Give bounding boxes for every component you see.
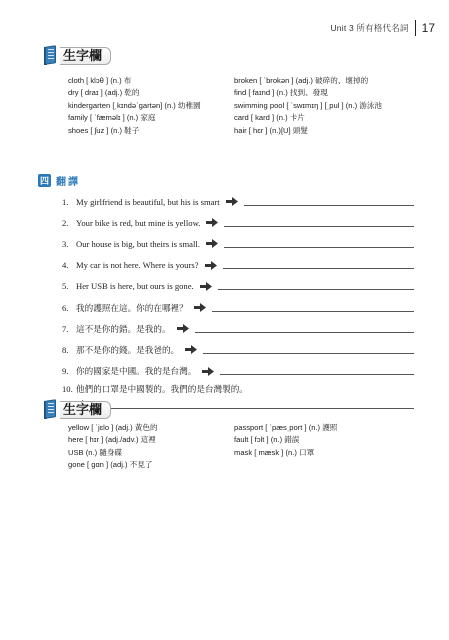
page-header [330, 18, 435, 38]
vocab-entry: family [ ˋfæməlɪ ] (n.) 家庭 [68, 113, 156, 123]
vocab-list-2 [68, 422, 394, 472]
book-icon [44, 400, 58, 420]
exercise-number: 10. [62, 384, 73, 395]
arrow-right-icon [226, 197, 238, 206]
exercise-prompt: My girlfriend is beautiful, but his is smart [76, 196, 220, 207]
answer-line[interactable] [220, 374, 414, 375]
vocab-entry: USB (n.) 隨身碟 [68, 447, 123, 457]
vocab-entry [234, 459, 394, 471]
vocab-entry: card [ kard ] (n.) 卡片 [234, 113, 305, 123]
exercise-prompt: 那不是你的錢。是我爸的。 [76, 344, 180, 355]
arrow-right-icon [202, 367, 214, 376]
section-title: 翻譯 [56, 177, 80, 188]
vocab-entry: gone [ gɑn ] (adj.) 不見了 [68, 460, 153, 470]
section-badge: 四 [38, 174, 51, 187]
arrow-right-icon [194, 303, 206, 312]
page-number: 17 [421, 21, 435, 35]
exercise-row [62, 233, 414, 254]
vocab-entry: hair [ hɛr ] (n.)[U] 頭髮 [234, 125, 308, 135]
arrow-right-icon [205, 261, 217, 270]
section-heading [38, 173, 80, 188]
answer-line[interactable] [195, 332, 414, 333]
unit-title: Unit 3 所有格代名詞 [330, 23, 409, 33]
exercise-number: 8. [62, 344, 69, 355]
vocab-entry: kindergarten [ˌkɪndəˋgartən] (n.) 幼稚園 [68, 100, 201, 110]
vocab-title: 生字欄 [60, 47, 111, 65]
exercise-list [62, 191, 414, 413]
exercise-prompt: 你的國家是中國。我的是台灣。 [76, 366, 197, 377]
arrow-right-icon [200, 282, 212, 291]
vocab-entry: mask [ mæsk ] (n.) 口罩 [234, 447, 315, 457]
exercise-number: 1. [62, 196, 69, 207]
exercise-number: 4. [62, 260, 69, 271]
vocab-heading-2 [44, 400, 111, 420]
exercise-prompt: 我的護照在這。你的在哪裡？ [76, 302, 188, 313]
arrow-right-icon [206, 239, 218, 248]
book-icon [44, 46, 58, 66]
arrow-right-icon [177, 324, 189, 333]
header-divider [415, 20, 416, 36]
arrow-right-icon [185, 345, 197, 354]
exercise-row [62, 382, 414, 397]
exercise-row [62, 191, 414, 212]
answer-line[interactable] [212, 311, 414, 312]
vocab-list-1 [68, 75, 394, 137]
exercise-number: 6. [62, 302, 69, 313]
exercise-prompt: Your bike is red, but mine is yellow. [76, 217, 201, 228]
vocab-title: 生字欄 [60, 401, 111, 419]
exercise-number: 9. [62, 366, 69, 377]
answer-line[interactable] [223, 268, 414, 269]
exercise-prompt: 他們的口罩是中國製的。我們的是台灣製的。 [76, 384, 248, 395]
vocab-entry: dry [ draɪ ] (adj.) 乾的 [68, 88, 140, 98]
answer-line[interactable] [224, 226, 414, 227]
vocab-entry: broken [ ˋbrokən ] (adj.) 破碎的、壞掉的 [234, 76, 369, 85]
exercise-row [62, 276, 414, 297]
vocab-entry: shoes [ ʃuz ] (n.) 鞋子 [68, 125, 140, 135]
answer-line[interactable] [94, 408, 414, 409]
answer-line[interactable] [244, 205, 414, 206]
vocab-entry: yellow [ ˋjɛlo ] (adj.) 黃色的 [68, 423, 158, 432]
exercise-prompt: Our house is big, but theirs is small. [76, 238, 200, 249]
vocab-entry: find [ faɪnd ] (n.) 找到、發現 [234, 88, 328, 98]
answer-line[interactable] [203, 353, 414, 354]
exercise-prompt: Her USB is here, but ours is gone. [76, 281, 194, 292]
exercise-prompt: My car is not here. Where is yours? [76, 260, 199, 271]
exercise-number: 3. [62, 238, 69, 249]
vocab-entry: fault [ fɔlt ] (n.) 錯誤 [234, 435, 300, 445]
vocab-entry: passport [ ˋpæsˌport ] (n.) 護照 [234, 423, 338, 432]
exercise-row [62, 297, 414, 318]
exercise-number: 5. [62, 281, 69, 292]
vocab-entry: cloth [ klɔθ ] (n.) 布 [68, 76, 132, 85]
answer-line[interactable] [218, 289, 414, 290]
arrow-right-icon [206, 218, 218, 227]
exercise-number: 2. [62, 217, 69, 228]
exercise-row [62, 212, 414, 233]
vocab-heading-1 [44, 46, 111, 66]
exercise-number: 7. [62, 323, 69, 334]
exercise-row-continuation [62, 397, 414, 413]
answer-line[interactable] [224, 247, 414, 248]
exercise-row [62, 339, 414, 360]
vocab-entry: swimming pool [ ˋswɪmɪŋ ] [ˌpul ] (n.) 游泳池 [234, 100, 383, 110]
exercise-row [62, 318, 414, 339]
vocab-entry: here [ hɪr ] (adj./adv.) 這裡 [68, 435, 156, 445]
exercise-row [62, 361, 414, 382]
exercise-prompt: 這不是你的錯。是我的。 [76, 323, 171, 334]
exercise-row [62, 255, 414, 276]
